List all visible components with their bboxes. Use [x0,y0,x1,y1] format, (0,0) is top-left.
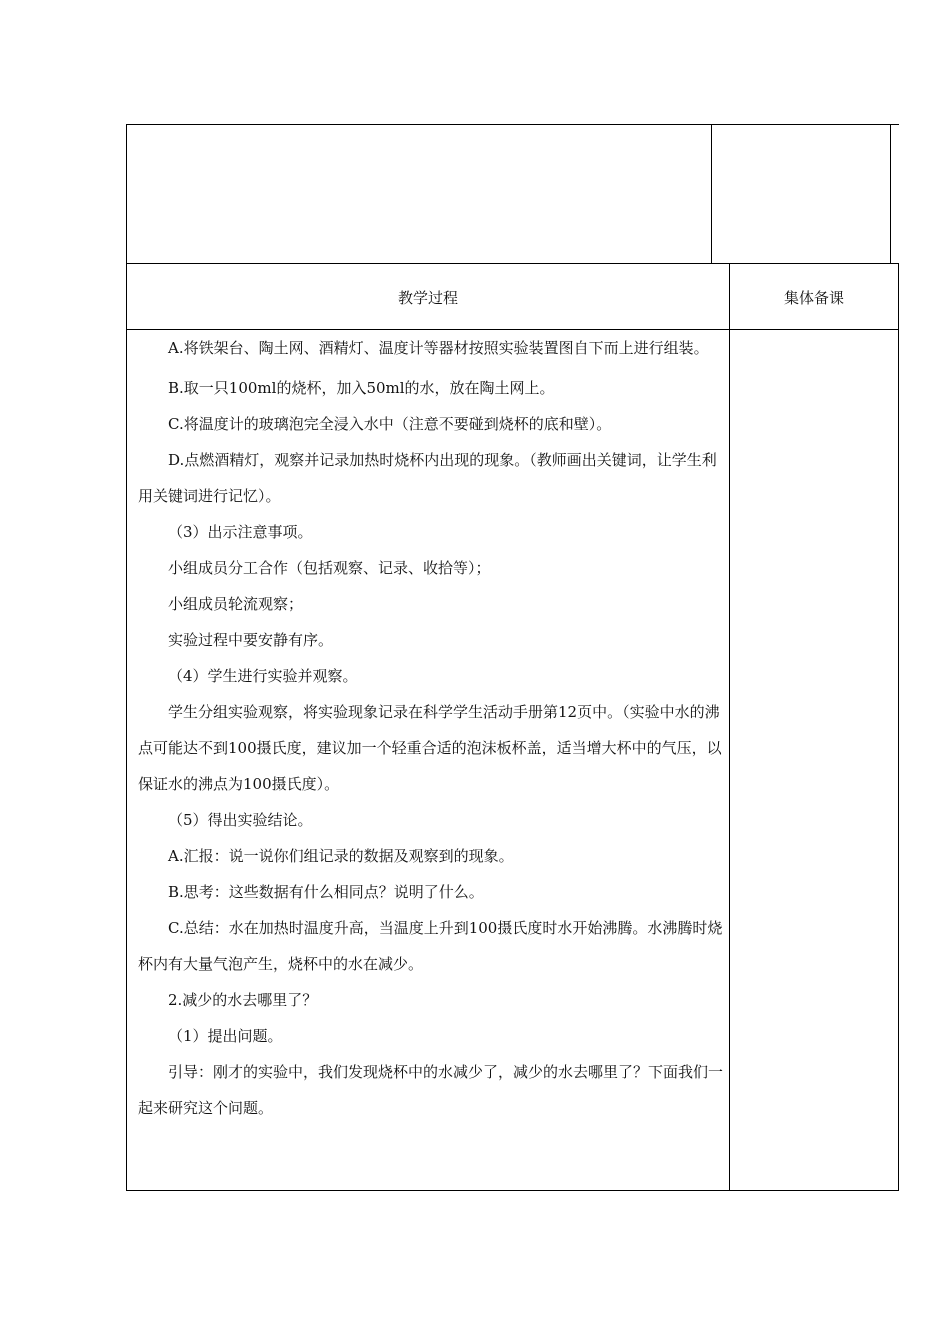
right-border [898,263,899,1191]
top-block-divider [711,124,712,264]
paragraph: 小组成员轮流观察； [168,595,304,613]
teaching-process-content [138,330,724,1126]
top-block-right-border [890,124,891,264]
paragraph: C.总结：水在加热时温度升高，当温度上升到100摄氏度时水开始沸腾。水沸腾时烧杯内有大量气泡产生，烧杯中的水在减少。 [138,919,723,973]
group-prep-label: 集体备课 [783,288,844,307]
paragraph: 引导：刚才的实验中，我们发现烧杯中的水减少了，减少的水去哪里了？下面我们一起来研究这个问题。 [138,1063,724,1117]
paragraph: B.取一只100ml的烧杯，加入50ml的水，放在陶土网上。 [168,379,555,397]
paragraph: 小组成员分工合作（包括观察、记录、收拾等）； [168,559,491,577]
paragraph: 学生分组实验观察，将实验现象记录在科学学生活动手册第12页中。（实验中水的沸点可能达不到100摄氏度，建议加一个轻重合适的泡沫板杯盖，适当增大杯中的气压，以保证水的沸点为100摄氏度）。 [138,703,722,793]
top-border-stub [891,124,899,125]
column-divider [729,263,730,1191]
paragraph: B.思考：这些数据有什么相同点？说明了什么。 [168,883,484,901]
top-border [126,124,891,125]
paragraph: （5）得出实验结论。 [168,811,313,829]
paragraph: A.将铁架台、陶土网、酒精灯、温度计等器材按照实验装置图自下而上进行组装。 [168,339,709,357]
paragraph: （4）学生进行实验并观察。 [168,667,358,685]
bottom-border [126,1190,899,1191]
paragraph: A.汇报：说一说你们组记录的数据及观察到的现象。 [168,847,514,865]
paragraph: 实验过程中要安静有序。 [168,631,334,649]
paragraph: （3）出示注意事项。 [168,523,313,541]
teaching-process-header [127,264,729,330]
paragraph: C.将温度计的玻璃泡完全浸入水中（注意不要碰到烧杯的底和壁）。 [168,415,612,433]
teaching-process-label: 教学过程 [397,288,458,307]
paragraph: D.点燃酒精灯，观察并记录加热时烧杯内出现的现象。（教师画出关键词，让学生利用关键词进行记忆）。 [138,451,717,505]
paragraph: （1）提出问题。 [168,1027,283,1045]
group-prep-header [730,264,898,330]
paragraph: 2.减少的水去哪里了？ [168,991,318,1009]
